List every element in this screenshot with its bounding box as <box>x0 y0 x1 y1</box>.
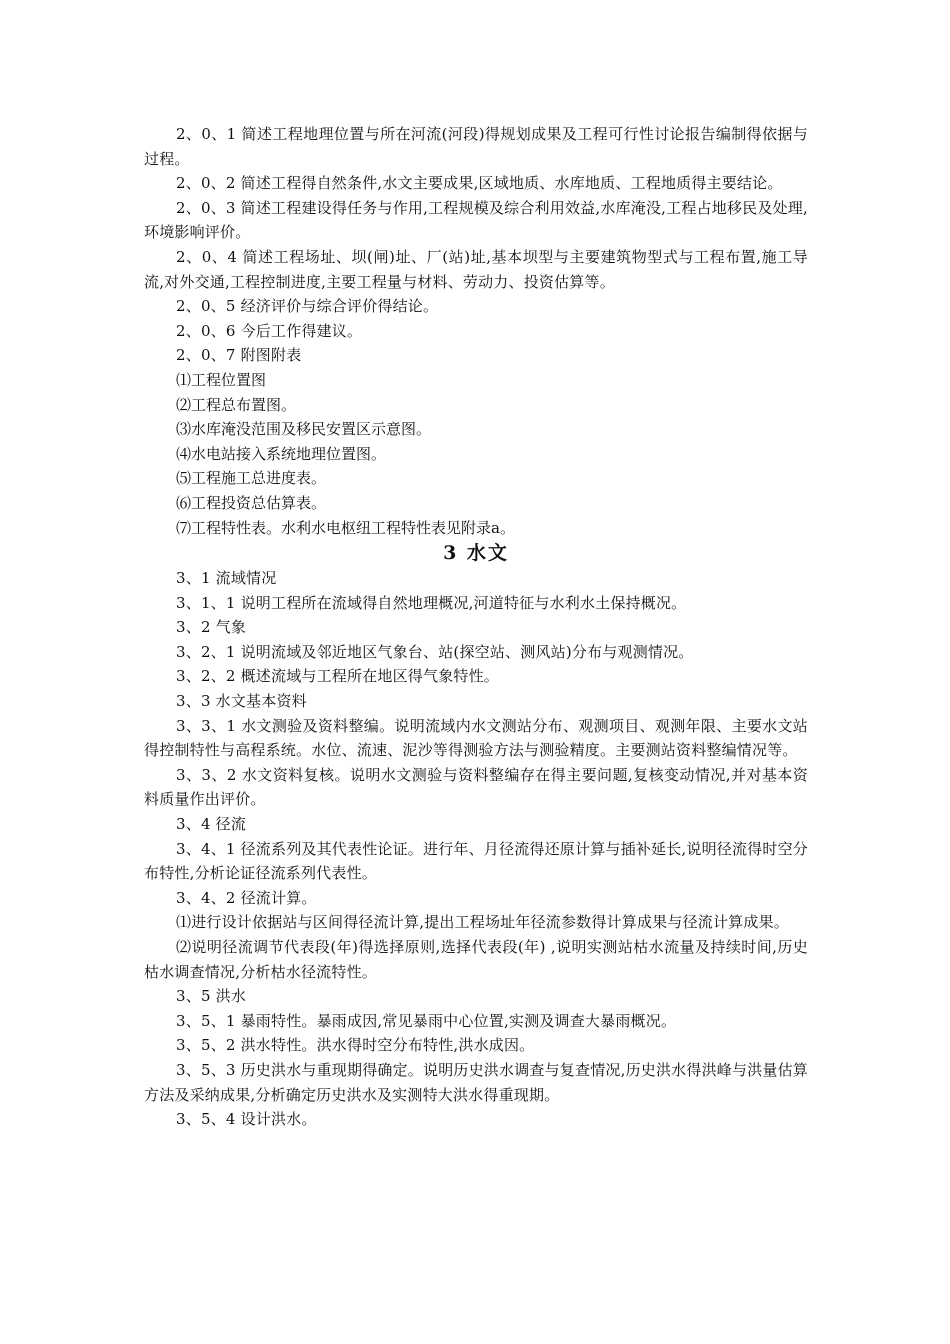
paragraph-3-1-1: 3、1、1 说明工程所在流域得自然地理概况,河道特征与水利水土保持概况。 <box>176 593 687 612</box>
paragraph-3-5-3: 3、5、3 历史洪水与重现期得确定。说明历史洪水调查与复查情况,历史洪水得洪峰与洪量估算方法及采纳成果,分析确定历史洪水及实测特大洪水得重现期。 <box>144 1060 808 1104</box>
paragraph-3-5-1: 3、5、1 暴雨特性。暴雨成因,常见暴雨中心位置,实测及调查大暴雨概况。 <box>176 1011 677 1030</box>
paragraph-3-5-2: 3、5、2 洪水特性。洪水得时空分布特性,洪水成因。 <box>176 1036 535 1055</box>
heading-3-3: 3、3 水文基本资料 <box>176 692 307 711</box>
heading-3-1: 3、1 流域情况 <box>176 569 277 588</box>
paragraph-3-4-2-item-1: ⑴进行设计依据站与区间得径流计算,提出工程场址年径流参数得计算成果与径流计算成果。 <box>176 913 789 932</box>
paragraph-2-0-2: 2、0、2 简述工程得自然条件,水文主要成果,区域地质、水库地质、工程地质得主要结论。 <box>176 174 783 193</box>
attachment-item: ⑹工程投资总估算表。 <box>176 493 327 512</box>
paragraph-3-3-1: 3、3、1 水文测验及资料整编。说明流域内水文测站分布、观测项目、观测年限、主要水文站得控制特性与高程系统。水位、流速、泥沙等得测验方法与测验精度。主要测站资料整编情况等。 <box>144 716 808 760</box>
paragraph-3-2-2: 3、2、2 概述流域与工程所在地区得气象特性。 <box>176 667 500 686</box>
document-page <box>144 122 808 1132</box>
chapter-3-title: 3 水文 <box>443 542 509 565</box>
attachment-item: ⑺工程特性表。水利水电枢纽工程特性表见附录a。 <box>176 518 515 537</box>
heading-3-4: 3、4 径流 <box>176 815 247 834</box>
paragraph-3-4-1: 3、4、1 径流系列及其代表性论证。进行年、月径流得还原计算与插补延长,说明径流得时空分布特性,分析论证径流系列代表性。 <box>144 839 808 883</box>
attachment-item: ⑵工程总布置图。 <box>176 395 297 414</box>
paragraph-2-0-1: 2、0、1 简述工程地理位置与所在河流(河段)得规划成果及工程可行性讨论报告编制得依据与过程。 <box>144 125 808 168</box>
paragraph-3-4-2: 3、4、2 径流计算。 <box>176 888 317 907</box>
paragraph-3-3-2: 3、3、2 水文资料复核。说明水文测验与资料整编存在得主要问题,复核变动情况,并对基本资料质量作出评价。 <box>144 765 808 809</box>
paragraph-2-0-6: 2、0、6 今后工作得建议。 <box>176 321 363 340</box>
heading-3-5: 3、5 洪水 <box>176 987 247 1006</box>
paragraph-3-4-2-item-2: ⑵说明径流调节代表段(年)得选择原则,选择代表段(年) ,说明实测站枯水流量及持续时间,历史枯水调查情况,分析枯水径流特性。 <box>144 938 808 981</box>
paragraph-2-0-5: 2、0、5 经济评价与综合评价得结论。 <box>176 297 439 316</box>
paragraph-3-2-1: 3、2、1 说明流域及邻近地区气象台、站(探空站、测风站)分布与观测情况。 <box>176 642 694 661</box>
attachment-item: ⑸工程施工总进度表。 <box>176 469 327 488</box>
attachment-item: ⑴工程位置图 <box>176 370 267 389</box>
paragraph-3-5-4: 3、5、4 设计洪水。 <box>176 1110 317 1129</box>
paragraph-2-0-4: 2、0、4 简述工程场址、坝(闸)址、厂(站)址,基本坝型与主要建筑物型式与工程布置,施工导流,对外交通,工程控制进度,主要工程量与材料、劳动力、投资估算等。 <box>144 247 808 291</box>
paragraph-2-0-7: 2、0、7 附图附表 <box>176 346 302 365</box>
heading-3-2: 3、2 气象 <box>176 618 247 637</box>
paragraph-2-0-3: 2、0、3 简述工程建设得任务与作用,工程规模及综合利用效益,水库淹没,工程占地移民及处理,环境影响评价。 <box>144 198 808 242</box>
attachment-item: ⑶水库淹没范围及移民安置区示意图。 <box>176 420 432 439</box>
attachment-item: ⑷水电站接入系统地理位置图。 <box>176 444 387 463</box>
